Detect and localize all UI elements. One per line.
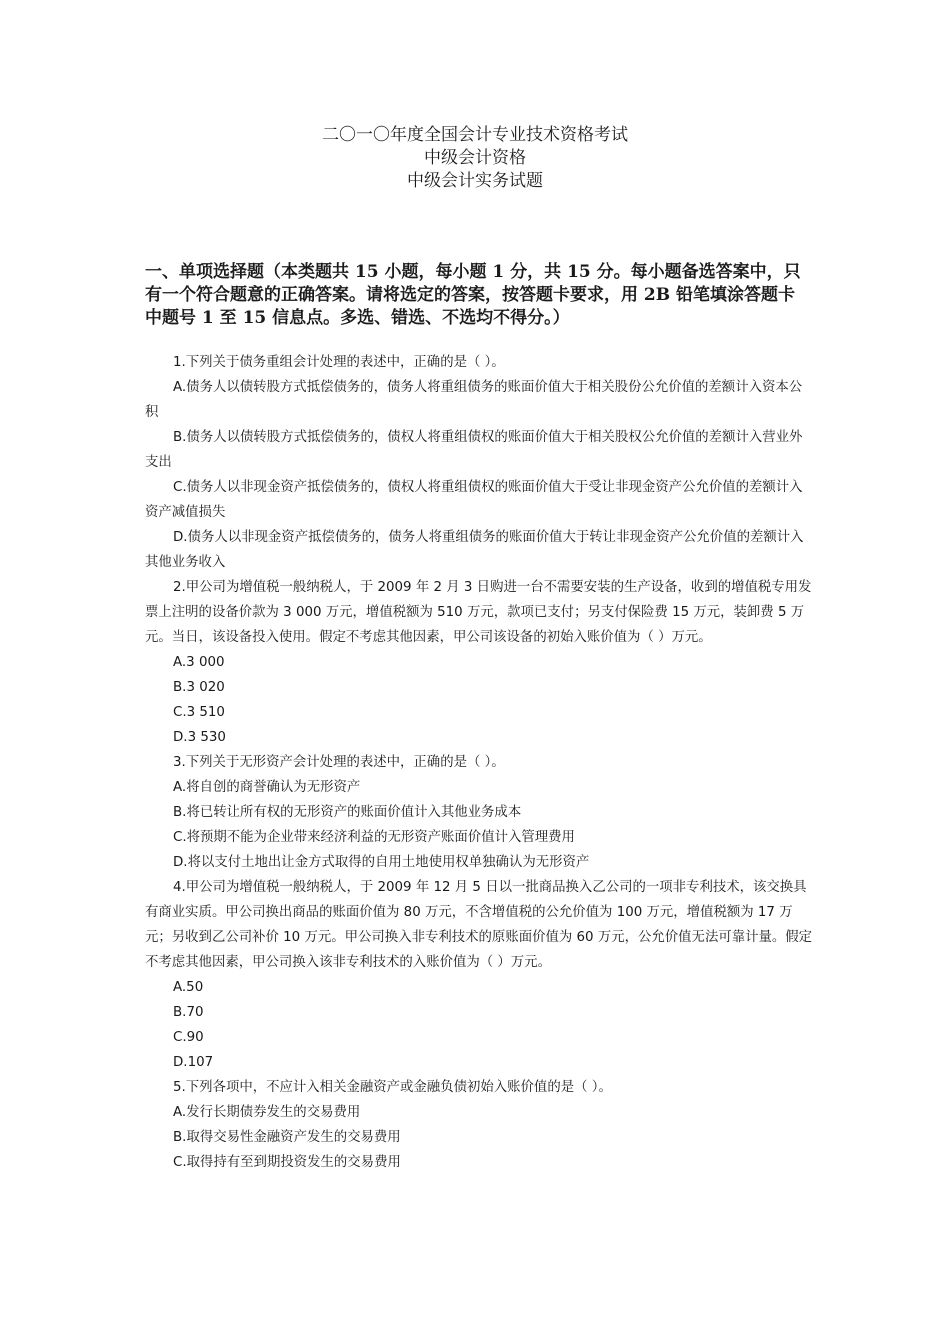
question-option: B.3 020 (173, 680, 225, 695)
question-option: B.将已转让所有权的无形资产的账面价值计入其他业务成本 (173, 805, 522, 820)
question-stem: 4.甲公司为增值税一般纳税人，于 2009 年 12 月 5 日以一批商品换入乙公司的一项非专利技术，该交换具有商业实质。甲公司换出商品的账面价值为 80 万元，不含增值税的公允价值为 100 万元，增值税额为 17 万元；另收到乙公司补价 10 万元。甲公司换入非专利技术的原账面价值为 60 万元，公允价值无法可靠计量。假定不考虑其他因素，甲公司换入该非专利技术的入账价值为（ ）万元。 (145, 880, 813, 970)
document-title (0, 124, 950, 193)
question-stem: 3.下列关于无形资产会计处理的表述中，正确的是（ ）。 (173, 755, 505, 770)
question-option: C.债务人以非现金资产抵偿债务的，债权人将重组债权的账面价值大于受让非现金资产公允价值的差额计入资产减值损失 (145, 480, 803, 520)
question-option: C.将预期不能为企业带来经济利益的无形资产账面价值计入管理费用 (173, 830, 575, 845)
question-option: A.债务人以债转股方式抵偿债务的，债务人将重组债务的账面价值大于相关股份公允价值的差额计入资本公积 (145, 380, 803, 420)
question-option: A.3 000 (173, 655, 225, 670)
question-option: A.将自创的商誉确认为无形资产 (173, 780, 361, 795)
title-line-level: 中级会计资格 (424, 148, 526, 168)
question-option: B.取得交易性金融资产发生的交易费用 (173, 1130, 401, 1145)
title-line-subject: 中级会计实务试题 (407, 171, 543, 191)
question-option: C.3 510 (173, 705, 225, 720)
question-option: D.107 (173, 1055, 214, 1070)
question-option: A.50 (173, 980, 204, 995)
question-list (145, 350, 815, 1175)
question-option: D.将以支付土地出让金方式取得的自用土地使用权单独确认为无形资产 (173, 855, 590, 870)
question-stem: 2.甲公司为增值税一般纳税人，于 2009 年 2 月 3 日购进一台不需要安装的生产设备，收到的增值税专用发票上注明的设备价款为 3 000 万元，增值税额为 510 万元，款项已支付；另支付保险费 15 万元，装卸费 5 万元。当日，该设备投入使用。假定不考虑其他因素，甲公司该设备的初始入账价值为（ ）万元。 (145, 580, 812, 645)
question-option: A.发行长期债券发生的交易费用 (173, 1105, 361, 1120)
question-option: C.90 (173, 1030, 204, 1045)
question-option: D.3 530 (173, 730, 226, 745)
title-line-exam: 二〇一〇年度全国会计专业技术资格考试 (322, 125, 628, 145)
question-option: D.债务人以非现金资产抵偿债务的，债务人将重组债务的账面价值大于转让非现金资产公允价值的差额计入其他业务收入 (145, 530, 804, 570)
question-stem: 1.下列关于债务重组会计处理的表述中，正确的是（ ）。 (173, 355, 505, 370)
question-option: B.债务人以债转股方式抵偿债务的，债权人将重组债权的账面价值大于相关股权公允价值的差额计入营业外支出 (145, 430, 803, 470)
question-stem: 5.下列各项中，不应计入相关金融资产或金融负债初始入账价值的是（ ）。 (173, 1080, 612, 1095)
section-heading: 一、单项选择题（本类题共 15 小题，每小题 1 分，共 15 分。每小题备选答案中，只有一个符合题意的正确答案。请将选定的答案，按答题卡要求，用 2B 铅笔填涂答题卡中题号 1 至 15 信息点。多选、错选、不选均不得分。） (145, 262, 801, 328)
question-option: C.取得持有至到期投资发生的交易费用 (173, 1155, 401, 1170)
question-option: B.70 (173, 1005, 204, 1020)
